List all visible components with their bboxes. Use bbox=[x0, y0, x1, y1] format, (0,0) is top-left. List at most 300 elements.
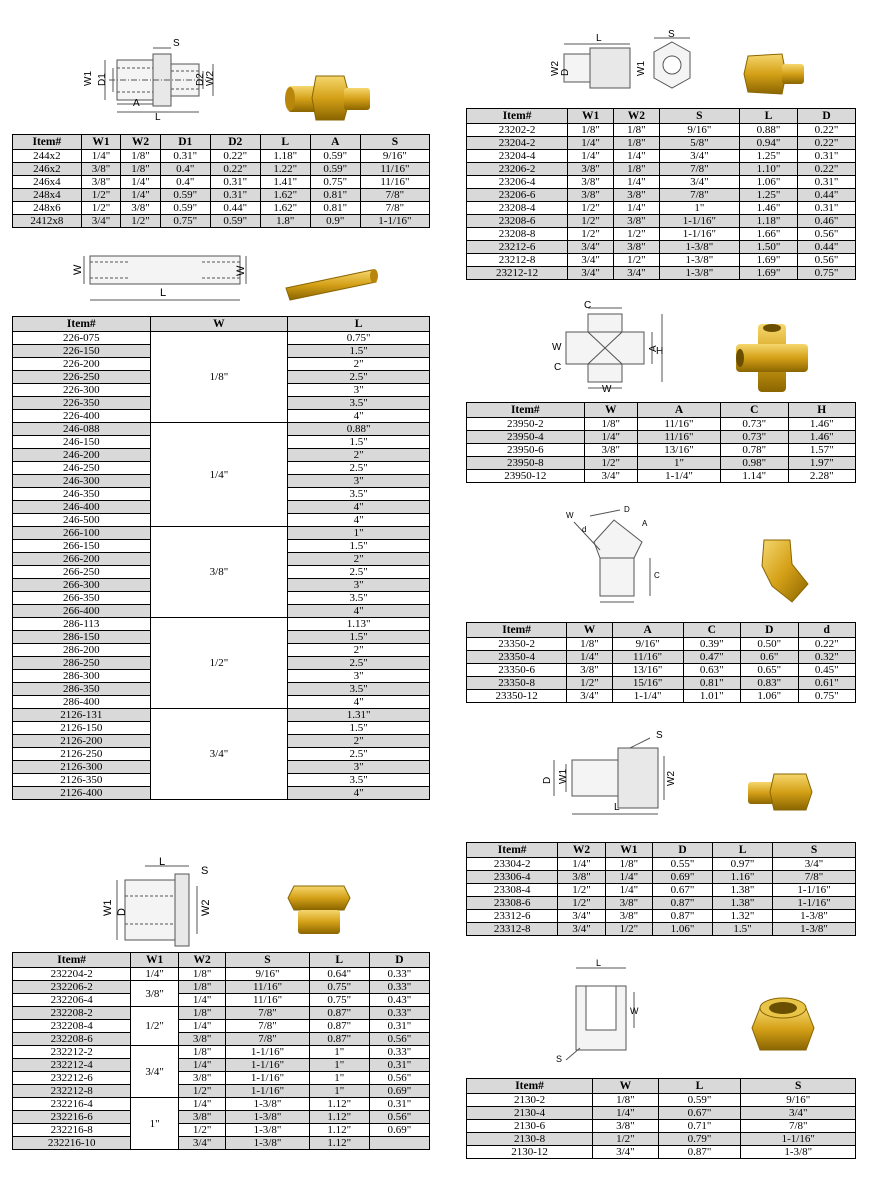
table-cell: 1/2" bbox=[81, 202, 121, 215]
table-cell: 3/8" bbox=[81, 163, 121, 176]
table-row bbox=[13, 1007, 430, 1020]
table-cell: 3/4" bbox=[568, 241, 614, 254]
table-cell: 2" bbox=[288, 449, 430, 462]
table-cell: 1/4" bbox=[121, 189, 161, 202]
table-cell: 23202-2 bbox=[467, 124, 568, 137]
table-cell: 226-150 bbox=[13, 345, 151, 358]
table-cell: 0.31" bbox=[797, 202, 855, 215]
table-cell: 286-400 bbox=[13, 696, 151, 709]
table-cell: 0.81" bbox=[310, 189, 360, 202]
table-cell: 0.75" bbox=[160, 215, 210, 228]
table-cell: 1.06" bbox=[741, 690, 798, 703]
table-cell: 266-200 bbox=[13, 553, 151, 566]
table-row bbox=[467, 254, 856, 267]
dim-label-a: A bbox=[642, 519, 648, 528]
table-cell: 0.69" bbox=[653, 871, 713, 884]
table-row bbox=[467, 638, 856, 651]
table-cell: 1.69" bbox=[739, 267, 797, 280]
table-cell: 23350-2 bbox=[467, 638, 567, 651]
column-header: H bbox=[788, 403, 855, 418]
elbow-45-diagram bbox=[560, 502, 670, 608]
dim-label-w: W bbox=[566, 511, 574, 520]
table-cell: 2130-2 bbox=[467, 1094, 593, 1107]
table-row bbox=[467, 651, 856, 664]
table-cell: 246x4 bbox=[13, 176, 82, 189]
table-cell: 23312-6 bbox=[467, 910, 558, 923]
column-header: D bbox=[369, 953, 429, 968]
table-cell: 1/2" bbox=[558, 884, 605, 897]
table-cell: 1.32" bbox=[713, 910, 773, 923]
column-header: A bbox=[637, 403, 720, 418]
table-cell: 0.81" bbox=[683, 677, 740, 690]
dim-label-c-top: C bbox=[584, 300, 592, 311]
table-cell: 0.44" bbox=[797, 189, 855, 202]
table-cell: 3/8" bbox=[593, 1120, 658, 1133]
table-cell: 3/8" bbox=[613, 215, 659, 228]
table-cell: 0.94" bbox=[739, 137, 797, 150]
table-cell: 3/4" bbox=[659, 150, 739, 163]
table-elbow-45 bbox=[466, 622, 856, 703]
table-row bbox=[467, 241, 856, 254]
column-header: Item# bbox=[467, 1079, 593, 1094]
table-row bbox=[467, 897, 856, 910]
dim-label-w-right: W bbox=[235, 265, 247, 276]
table-row bbox=[13, 968, 430, 981]
dim-label-s: S bbox=[656, 730, 663, 741]
table-row bbox=[467, 431, 856, 444]
table-cell: 1.06" bbox=[739, 176, 797, 189]
hex-nipple-photo bbox=[278, 68, 378, 128]
table-cell: 1/8" bbox=[593, 1094, 658, 1107]
table-cell: 0.59" bbox=[310, 150, 360, 163]
table-cell: 0.31" bbox=[369, 1059, 429, 1072]
table-cell: 7/8" bbox=[360, 202, 429, 215]
merged-w1-cell: 3/4" bbox=[131, 1046, 179, 1098]
table-row bbox=[13, 1046, 430, 1059]
table-cell: 1/4" bbox=[613, 202, 659, 215]
column-header: W bbox=[584, 403, 637, 418]
table-cell: 7/8" bbox=[226, 1007, 309, 1020]
table-cell: 1.57" bbox=[788, 444, 855, 457]
table-cell: 0.56" bbox=[369, 1072, 429, 1085]
table-cell: 232216-8 bbox=[13, 1124, 131, 1137]
table-row bbox=[467, 267, 856, 280]
column-header: S bbox=[741, 1079, 856, 1094]
merged-w1-cell: 1/2" bbox=[131, 1007, 179, 1046]
table-cell: 1.62" bbox=[260, 189, 310, 202]
table-row bbox=[13, 189, 430, 202]
table-cell: 1.22" bbox=[260, 163, 310, 176]
dim-label-w1: W1 bbox=[83, 71, 94, 86]
column-header: S bbox=[226, 953, 309, 968]
dim-label-d: D bbox=[560, 68, 571, 76]
table-cell: 3/8" bbox=[178, 1033, 226, 1046]
table-cell: 1.97" bbox=[788, 457, 855, 470]
dim-label-c: C bbox=[654, 571, 660, 580]
table-cell: 0.31" bbox=[797, 150, 855, 163]
table-cell: 0.56" bbox=[369, 1111, 429, 1124]
table-cell: 0.75" bbox=[309, 994, 369, 1007]
table-cell: 1-1/16" bbox=[659, 228, 739, 241]
table-cell: 232204-2 bbox=[13, 968, 131, 981]
table-cell: 3" bbox=[288, 475, 430, 488]
hex-bushing-diagram bbox=[95, 856, 220, 948]
table-cell: 13/16" bbox=[637, 444, 720, 457]
table-cell: 0.44" bbox=[210, 202, 260, 215]
table-cell: 266-300 bbox=[13, 579, 151, 592]
table-cell: 11/16" bbox=[360, 176, 429, 189]
table-cell: 1.01" bbox=[683, 690, 740, 703]
table-cell: 23950-2 bbox=[467, 418, 585, 431]
table-cell: 3/8" bbox=[558, 871, 605, 884]
table-cell: 3/4" bbox=[741, 1107, 856, 1120]
table-cell: 1/8" bbox=[613, 163, 659, 176]
table-cell: 286-113 bbox=[13, 618, 151, 631]
table-cell: 1/4" bbox=[178, 994, 226, 1007]
table-cell: 0.98" bbox=[721, 457, 788, 470]
table-row bbox=[13, 1137, 430, 1150]
table-cell: 3" bbox=[288, 384, 430, 397]
dim-label-w-left: W bbox=[552, 342, 562, 353]
table-cell: 232206-4 bbox=[13, 994, 131, 1007]
dim-label-s: S bbox=[556, 1054, 563, 1064]
table-cell: 1.12" bbox=[309, 1111, 369, 1124]
table-cell: 1/4" bbox=[568, 137, 614, 150]
dim-label-l: L bbox=[614, 802, 620, 813]
table-cell: 3/8" bbox=[567, 664, 612, 677]
dim-label-w1: W1 bbox=[636, 61, 647, 76]
table-cell: 2.28" bbox=[788, 470, 855, 483]
table-cell: 7/8" bbox=[659, 163, 739, 176]
dim-label-l: L bbox=[160, 287, 167, 299]
table-row bbox=[467, 858, 856, 871]
table-cell: 1/2" bbox=[568, 202, 614, 215]
table-cell: 0.88" bbox=[288, 423, 430, 436]
dim-label-l: L bbox=[155, 112, 161, 123]
table-row bbox=[13, 202, 430, 215]
dim-label-w-bottom: W bbox=[602, 384, 612, 395]
table-cell: 1.5" bbox=[713, 923, 773, 936]
table-cell: 1/4" bbox=[605, 884, 652, 897]
table-cell: 246-150 bbox=[13, 436, 151, 449]
table-cell: 1/4" bbox=[613, 150, 659, 163]
table-cell: 4" bbox=[288, 605, 430, 618]
table-cell: 1/8" bbox=[121, 163, 161, 176]
table-cell: 232206-2 bbox=[13, 981, 131, 994]
table-cell: 1-1/4" bbox=[637, 470, 720, 483]
table-cell: 0.4" bbox=[160, 176, 210, 189]
column-header: W2 bbox=[121, 135, 161, 150]
table-cell: 0.22" bbox=[210, 163, 260, 176]
table-cell: 23304-2 bbox=[467, 858, 558, 871]
table-cell: 4" bbox=[288, 410, 430, 423]
table-cell: 1/8" bbox=[568, 124, 614, 137]
table-row bbox=[467, 418, 856, 431]
table-row bbox=[467, 923, 856, 936]
table-cell: 3/8" bbox=[613, 241, 659, 254]
table-cell: 1.62" bbox=[260, 202, 310, 215]
table-cell: 1.13" bbox=[288, 618, 430, 631]
dim-label-c-left: C bbox=[554, 362, 562, 373]
table-cell: 3/8" bbox=[584, 444, 637, 457]
table-cell: 1/2" bbox=[558, 897, 605, 910]
table-cell: 1/2" bbox=[121, 215, 161, 228]
table-cell: 0.9" bbox=[310, 215, 360, 228]
table-cell: 3/4" bbox=[584, 470, 637, 483]
table-cell: 1/4" bbox=[584, 431, 637, 444]
table-cell: 0.59" bbox=[310, 163, 360, 176]
table-cell: 0.59" bbox=[210, 215, 260, 228]
table-cell: 23308-4 bbox=[467, 884, 558, 897]
table-row bbox=[467, 1133, 856, 1146]
table-cell: 246-350 bbox=[13, 488, 151, 501]
table-cell: 23212-12 bbox=[467, 267, 568, 280]
table-cell: 1/2" bbox=[584, 457, 637, 470]
table-cell: 0.4" bbox=[160, 163, 210, 176]
column-header: W bbox=[150, 317, 288, 332]
table-cell: 0.69" bbox=[369, 1124, 429, 1137]
table-cell: 0.87" bbox=[658, 1146, 741, 1159]
table-cell: 226-300 bbox=[13, 384, 151, 397]
table-row bbox=[13, 981, 430, 994]
table-cell: 3.5" bbox=[288, 683, 430, 696]
table-cell: 1.46" bbox=[739, 202, 797, 215]
table-cell: 11/16" bbox=[360, 163, 429, 176]
table-cell: 3" bbox=[288, 579, 430, 592]
table-cell: 232208-6 bbox=[13, 1033, 131, 1046]
dim-label-a: A bbox=[133, 98, 140, 109]
table-cell: 232216-4 bbox=[13, 1098, 131, 1111]
table-row bbox=[13, 1059, 430, 1072]
table-cell: 248x6 bbox=[13, 202, 82, 215]
table-cell: 2.5" bbox=[288, 566, 430, 579]
table-cell: 3/8" bbox=[605, 910, 652, 923]
table-cell: 23204-2 bbox=[467, 137, 568, 150]
table-cell: 3.5" bbox=[288, 774, 430, 787]
table-cell: 23212-8 bbox=[467, 254, 568, 267]
table-cell: 23950-8 bbox=[467, 457, 585, 470]
table-cell: 0.75" bbox=[797, 267, 855, 280]
table-cell: 1/2" bbox=[593, 1133, 658, 1146]
column-header: Item# bbox=[13, 135, 82, 150]
table-cell: 0.32" bbox=[798, 651, 856, 664]
reducing-coupling-diagram bbox=[540, 726, 690, 822]
table-cell: 3/4" bbox=[593, 1146, 658, 1159]
table-cell: 3/4" bbox=[558, 910, 605, 923]
table-row bbox=[13, 163, 430, 176]
dim-label-s: S bbox=[201, 865, 209, 877]
table-cell: 1.25" bbox=[739, 189, 797, 202]
table-cell: 1-3/8" bbox=[659, 241, 739, 254]
table-cell: 1.12" bbox=[309, 1124, 369, 1137]
column-header: Item# bbox=[467, 403, 585, 418]
table-row bbox=[13, 527, 430, 540]
table-cell: 0.87" bbox=[309, 1007, 369, 1020]
table-cell: 0.79" bbox=[658, 1133, 741, 1146]
table-cell: 244x2 bbox=[13, 150, 82, 163]
table-cell: 1.12" bbox=[309, 1098, 369, 1111]
dim-label-w2: W2 bbox=[200, 899, 212, 916]
cap-diagram bbox=[552, 956, 652, 1066]
table-cell: 0.31" bbox=[210, 189, 260, 202]
table-cell: 3/8" bbox=[178, 1072, 226, 1085]
column-header: L bbox=[260, 135, 310, 150]
table-cell: 286-250 bbox=[13, 657, 151, 670]
hex-nipple-diagram bbox=[83, 38, 225, 123]
column-header: Item# bbox=[467, 623, 567, 638]
table-cell: 1-3/8" bbox=[659, 267, 739, 280]
table-cell: 0.39" bbox=[683, 638, 740, 651]
table-cell: 0.83" bbox=[741, 677, 798, 690]
table-cell: 3/4" bbox=[613, 267, 659, 280]
table-cell: 1/2" bbox=[568, 228, 614, 241]
table-long-nipple bbox=[12, 316, 430, 800]
table-cell: 1.06" bbox=[653, 923, 713, 936]
table-cell: 2126-131 bbox=[13, 709, 151, 722]
table-cell: 2" bbox=[288, 644, 430, 657]
table-cell: 1/2" bbox=[567, 677, 612, 690]
table-cell: 0.22" bbox=[798, 638, 856, 651]
column-header: C bbox=[683, 623, 740, 638]
table-cell: 0.31" bbox=[210, 176, 260, 189]
table-cell: 0.6" bbox=[741, 651, 798, 664]
table-cell: 0.22" bbox=[797, 137, 855, 150]
adapter-photo bbox=[742, 50, 808, 100]
table-row bbox=[13, 1033, 430, 1046]
long-nipple-diagram bbox=[70, 244, 250, 308]
adapter-diagram bbox=[544, 30, 704, 102]
table-cell: 1/2" bbox=[613, 228, 659, 241]
table-cell: 0.45" bbox=[798, 664, 856, 677]
table-cell: 1-3/8" bbox=[741, 1146, 856, 1159]
table-adapter bbox=[466, 108, 856, 280]
table-cell: 1" bbox=[309, 1072, 369, 1085]
table-cell: 246-088 bbox=[13, 423, 151, 436]
table-cell: 23350-8 bbox=[467, 677, 567, 690]
table-cell: 1/2" bbox=[613, 254, 659, 267]
table-cell: 0.67" bbox=[653, 884, 713, 897]
table-reducing-coupling bbox=[466, 842, 856, 936]
table-cell: 1.66" bbox=[739, 228, 797, 241]
table-cell: 0.50" bbox=[741, 638, 798, 651]
merged-w-cell: 1/8" bbox=[150, 332, 288, 423]
table-cell: 0.75" bbox=[310, 176, 360, 189]
table-cell: 246-400 bbox=[13, 501, 151, 514]
column-header: A bbox=[612, 623, 683, 638]
table-cell: 23350-6 bbox=[467, 664, 567, 677]
table-cell: 3/8" bbox=[568, 163, 614, 176]
table-cell: 3/8" bbox=[568, 176, 614, 189]
table-cell: 3/8" bbox=[568, 189, 614, 202]
table-cell: 286-350 bbox=[13, 683, 151, 696]
table-row bbox=[13, 215, 430, 228]
table-row bbox=[467, 690, 856, 703]
table-cell: 0.69" bbox=[369, 1085, 429, 1098]
table-cell: 286-150 bbox=[13, 631, 151, 644]
table-cell: 2" bbox=[288, 553, 430, 566]
table-cell: 7/8" bbox=[226, 1020, 309, 1033]
table-cell: 0.97" bbox=[713, 858, 773, 871]
dim-label-d2: D2 bbox=[195, 73, 206, 86]
table-cell: 1/4" bbox=[121, 176, 161, 189]
hex-bushing-photo bbox=[286, 882, 352, 938]
table-cell: 3/4" bbox=[567, 690, 612, 703]
table-cell: 1-1/16" bbox=[226, 1072, 309, 1085]
table-cell: 232216-6 bbox=[13, 1111, 131, 1124]
table-row bbox=[13, 423, 430, 436]
column-header: L bbox=[309, 953, 369, 968]
table-cell: 0.78" bbox=[721, 444, 788, 457]
merged-w1-cell: 3/8" bbox=[131, 981, 179, 1007]
table-cell: 0.56" bbox=[797, 228, 855, 241]
table-cell: 1-1/16" bbox=[659, 215, 739, 228]
column-header: W2 bbox=[613, 109, 659, 124]
table-cell: 1-3/8" bbox=[226, 1111, 309, 1124]
table-cell: 246-300 bbox=[13, 475, 151, 488]
table-cell: 0.33" bbox=[369, 1046, 429, 1059]
table-cell: 3/4" bbox=[773, 858, 856, 871]
table-cell: 0.88" bbox=[739, 124, 797, 137]
table-row bbox=[467, 137, 856, 150]
table-cell: 286-300 bbox=[13, 670, 151, 683]
dim-label-l: L bbox=[596, 958, 602, 968]
column-header: D bbox=[797, 109, 855, 124]
table-cell: 0.73" bbox=[721, 418, 788, 431]
column-header: W2 bbox=[558, 843, 605, 858]
table-cell: 9/16" bbox=[226, 968, 309, 981]
dim-label-d: D bbox=[542, 776, 553, 784]
table-cell: 1.5" bbox=[288, 631, 430, 644]
table-cell: 3/4" bbox=[81, 215, 121, 228]
table-cell: 2126-150 bbox=[13, 722, 151, 735]
dim-label-s: S bbox=[173, 38, 180, 49]
table-cell: 0.55" bbox=[653, 858, 713, 871]
table-cell: 3/8" bbox=[81, 176, 121, 189]
table-cell: 1" bbox=[309, 1046, 369, 1059]
table-cell: 248x4 bbox=[13, 189, 82, 202]
column-header: W1 bbox=[131, 953, 179, 968]
table-cell: 9/16" bbox=[360, 150, 429, 163]
table-cell: 23206-6 bbox=[467, 189, 568, 202]
table-cell: 3/4" bbox=[568, 267, 614, 280]
table-cell: 0.31" bbox=[369, 1020, 429, 1033]
table-cell: 232212-6 bbox=[13, 1072, 131, 1085]
dim-label-d1: D1 bbox=[97, 73, 108, 86]
cross-photo bbox=[732, 320, 812, 396]
table-cell: 1/4" bbox=[178, 1059, 226, 1072]
table-cell: 1/8" bbox=[121, 150, 161, 163]
column-header: d bbox=[798, 623, 856, 638]
table-row bbox=[467, 163, 856, 176]
table-cell: 0.61" bbox=[798, 677, 856, 690]
table-cell: 1-1/16" bbox=[741, 1133, 856, 1146]
table-cell: 3/8" bbox=[605, 897, 652, 910]
table-cell: 2126-300 bbox=[13, 761, 151, 774]
table-cell: 2126-200 bbox=[13, 735, 151, 748]
table-cell: 0.56" bbox=[797, 254, 855, 267]
table-row bbox=[13, 332, 430, 345]
table-cell: 1/4" bbox=[567, 651, 612, 664]
column-header: Item# bbox=[467, 843, 558, 858]
cap-photo bbox=[750, 994, 816, 1056]
merged-w-cell: 3/8" bbox=[150, 527, 288, 618]
table-row bbox=[467, 664, 856, 677]
table-cell: 232208-2 bbox=[13, 1007, 131, 1020]
table-cell: 0.33" bbox=[369, 968, 429, 981]
table-cell: 1/2" bbox=[178, 1085, 226, 1098]
table-cell: 2.5" bbox=[288, 748, 430, 761]
table-cell: 266-250 bbox=[13, 566, 151, 579]
